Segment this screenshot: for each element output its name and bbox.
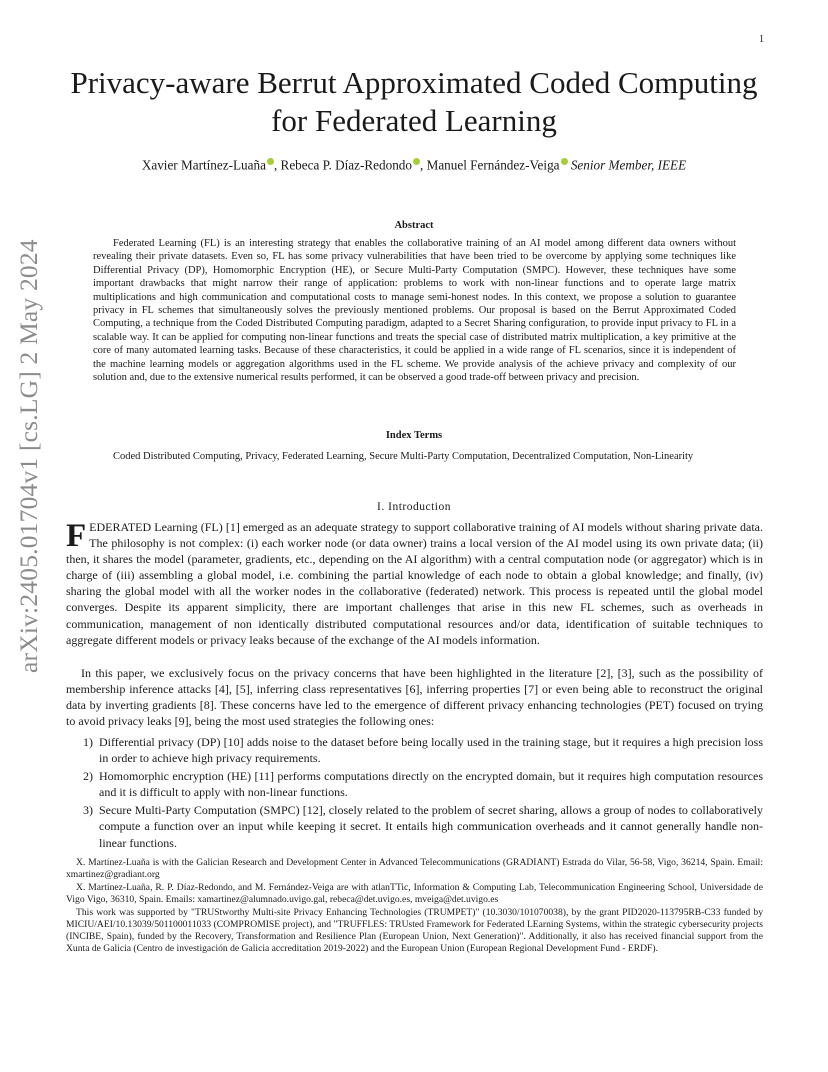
drop-cap: F [66, 518, 87, 554]
list-item-text: Differential privacy (DP) [10] adds noise to the dataset before being locally used in the training stage, but it requires a high precision loss in order to achieve high privacy requirements. [99, 735, 763, 766]
abstract-heading: Abstract [394, 220, 434, 231]
list-item [66, 768, 763, 800]
footnote: X. Martínez-Luaña is with the Galician Research and Development Center in Advanced Telecommunications (GRADIANT) Estrada do Vilar, 56-58, Vigo, 36214, Spain. Email: xmartinez@gradiant.org [66, 857, 763, 880]
author-name: Xavier Martínez-Luaña [141, 157, 266, 173]
list-number: 3) [83, 803, 93, 818]
list-item-text: Secure Multi-Party Computation (SMPC) [12], closely related to the problem of secret sharing, allows a group of nodes to collaboratively compute a function over an input while keeping it secret. It entails high communication overheads and it cannot generally handle non-linear functions. [99, 803, 763, 850]
author-affiliation: Senior Member, IEEE [570, 157, 687, 173]
author-list: Xavier Martínez-Luaña , Rebeca P. Díaz-Redondo , Manuel Fernández-Veiga Senior Member, IEEE [141, 157, 687, 173]
intro-paragraph [66, 519, 763, 648]
page-number: 1 [759, 34, 764, 45]
list-number: 2) [83, 769, 93, 784]
pet-list [66, 734, 763, 853]
orcid-icon[interactable] [561, 158, 568, 165]
orcid-icon[interactable] [413, 158, 420, 165]
orcid-icon[interactable] [267, 158, 274, 165]
paper-title: Privacy-aware Berrut Approximated Coded Computing for Federated Learning [70, 65, 758, 138]
index-terms-heading: Index Terms [385, 430, 443, 441]
abstract-body: Federated Learning (FL) is an interesting strategy that enables the collaborative training of an AI model among different data owners without revealing their private datasets. Even so, FL has some privacy vulnerabilities that have been tried to be overcome by applying some techniques like Differential Privacy (DP), Homomorphic Encryption (HE), or Secure Multi-Party Computation (SMPC). However, these techniques have some important drawbacks that might narrow their range of application: problems to work with non-linear functions and to operate large matrix multiplications and high communication and computational costs to manage semi-honest nodes. In this context, we propose a solution to guarantee privacy in FL schemes that simultaneously solves the previously mentioned problems. Our proposal is based on the Berrut Approximated Coded Computing, a technique from the Coded Distributed Computing paradigm, adapted to a Secret Sharing configuration, to provide input privacy to FL in a scalable way. It can be applied for computing non-linear functions and treats the special case of distributed matrix multiplication, a key primitive at the core of many automated learning tasks. Because of these characteristics, it could be applied in a wide range of FL scenarios, since it is independent of the machine learning models or aggregation algorithms used in the FL scheme. We provide analysis of the achieve privacy and complexity of our solution and, due to the extensive numerical results performed, it can be observed a good trade-off between privacy and precision. [93, 238, 736, 384]
footnotes [66, 857, 763, 956]
arxiv-identifier: arXiv:2405.01704v1 [cs.LG] 2 May 2024 [14, 239, 43, 673]
author-name: Rebeca P. Díaz-Redondo [280, 157, 412, 173]
list-item [66, 734, 763, 766]
list-number: 1) [83, 735, 93, 749]
intro-paragraph-text: EDERATED Learning (FL) [1] emerged as an adequate strategy to support collaborative training of AI models without sharing private data. The philosophy is not complex: (i) each worker node (or data owner) trains a local version of the AI model using its own private data; (ii) then, it shares the model (parameter, gradients, etc., depending on the AI algorithm) with a central computation node (or aggregator) which is in charge of (iii) assembling a global model, i.e. combining the partial knowledge of each node to obtain a global knowledge; and finally, (iv) sharing the global model with all the worker nodes in the collaborative (federated) network. This process is repeated until the global model converges. Despite its apparent simplicity, there are important challenges that arise in this new FL schemes, such as overheads in communication, management of non identically distributed computational resources and/or data, identification of suitable techniques to aggregate different models or privacy leaks because of the exchange of the AI models information. [66, 520, 763, 647]
footnote: X. Martínez-Luaña, R. P. Díaz-Redondo, and M. Fernández-Veiga are with atlanTTic, Information & Computing Lab, Telecommunication Engineering School, Universidade de Vigo Vigo, 36310, Spain. Emails: xamartinez@alumnado.uvigo.gal, rebeca@det.uvigo.es, mveiga@det.uvigo.es [66, 882, 763, 905]
footnote: This work was supported by "TRUStworthy Multi-site Privacy Enhancing Technologies (TRUMPET)" (10.3030/101070038), by the grant PID2020-113795RB-C33 funded by MICIU/AEI/10.13039/501100011033 (COMPROMISE project), and "TRUFFLES: TRUsted Framework for Federated LEarning Systems, within the strategic cybersecurity projects (INCIBE, Spain), funded by the Recovery, Transformation and Resilience Plan (European Union, Next Generation)". Additionally, it also has received financial support from the Xunta de Galicia (Centro de investigación de Galicia accreditation 2019-2022) and the European Union (European Regional Development Fund - ERDF). [66, 907, 763, 954]
author-name: Manuel Fernández-Veiga [426, 157, 560, 173]
body-paragraph: In this paper, we exclusively focus on the privacy concerns that have been highlighted in the literature [2], [3], such as the possibility of membership inference attacks [4], [5], inferring class representatives [6], inferring properties [7] or even being able to reconstruct the original data by inverting gradients [8]. These concerns have led to the emergence of different privacy enhancing technologies (PET) focused on trying to avoid privacy leaks [9], being the most used strategies the following ones: [66, 666, 763, 729]
list-item [66, 802, 763, 850]
index-terms-body: Coded Distributed Computing, Privacy, Federated Learning, Secure Multi-Party Computation, Decentralized Computation, Non-Linearity [113, 451, 694, 462]
section-heading: I. Introduction [377, 501, 451, 513]
list-item-text: Homomorphic encryption (HE) [11] performs computations directly on the encrypted domain, but it requires high computation resources and it is difficult to apply with non-linear functions. [99, 769, 763, 800]
